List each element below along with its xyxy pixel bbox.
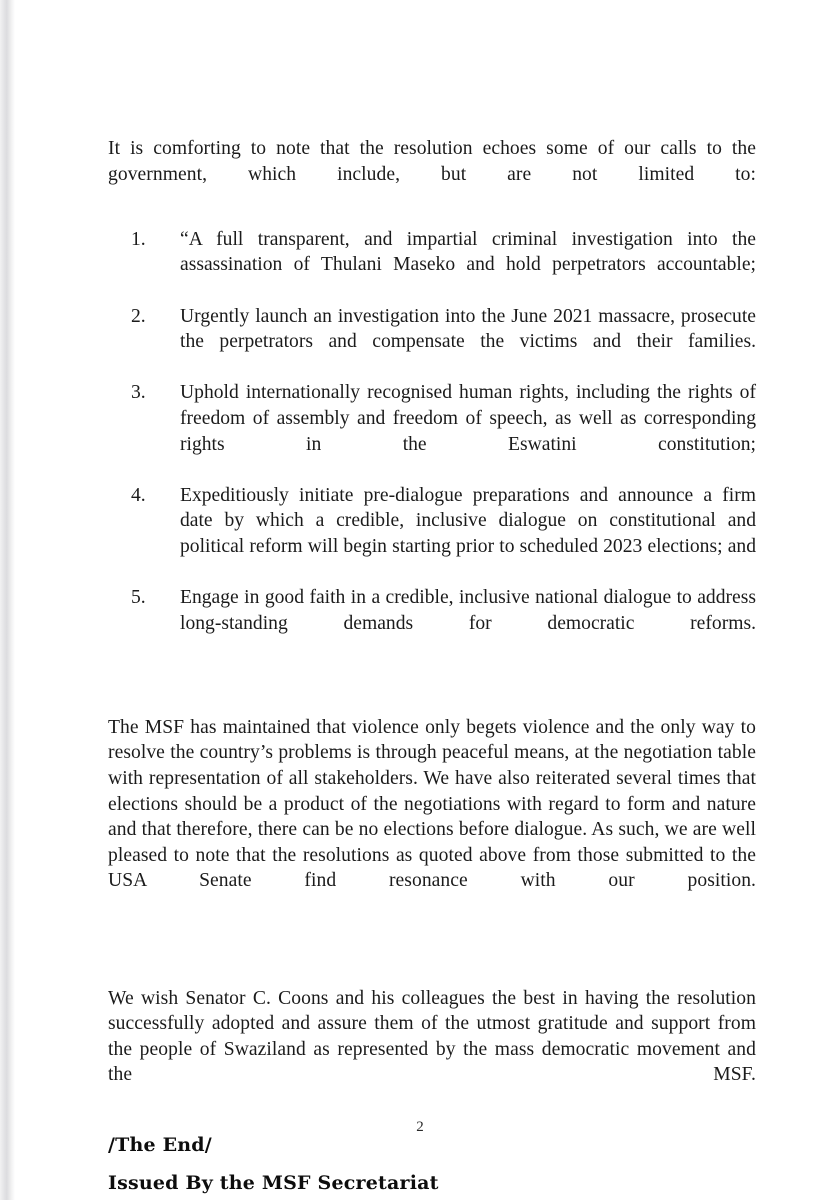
page-edge-shadow [0, 0, 15, 1200]
msf-position-paragraph: The MSF has maintained that violence only begets violence and the only way to resolve the country’s problems is through peaceful means, at the negotiation table with representation of all stakeholders. We have also reiterated several times that elections should be a product of the negotiations with regard to form and nature and that therefore, there can be no elections before dialogue. As such, we are well pleased to note that the resolutions as quoted above from those submitted to the USA Senate find resonance with our position. [108, 716, 756, 892]
list-item: Urgently launch an investigation into the June 2021 massacre, prosecute the perpetrators and compensate the victims and their families. [180, 305, 756, 353]
issued-by-line: Issued By the MSF Secretariat [108, 1171, 439, 1194]
spacer-before-list [108, 213, 756, 227]
end-marker: /The End/ [108, 1133, 212, 1156]
list-item: Uphold internationally recognised human rights, including the rights of freedom of assembly and freedom of speech, as well as corresponding rights in the Eswatini constitution; [180, 382, 756, 455]
list-item: Expeditiously initiate pre-dialogue preparations and announce a firm date by which a credible, inclusive dialogue on constitutional and political reform will begin starting prior to scheduled 2023 elections; and [180, 484, 756, 557]
page-number-footer: 2 [416, 1119, 424, 1135]
document-text-column [108, 136, 756, 1196]
intro-paragraph: It is comforting to note that the resolution echoes some of our calls to the government, which include, but are not limited to: [108, 138, 756, 185]
list-item: “A full transparent, and impartial criminal investigation into the assassination of Thulani Maseko and hold perpetrators accountable; [180, 228, 756, 276]
closing-wishes-paragraph: We wish Senator C. Coons and his colleagues the best in having the resolution successfully adopted and assure them of the utmost gratitude and support from the people of Swaziland as represented by the mass democratic movement and the MSF. [108, 987, 756, 1086]
calls-to-government-list [108, 227, 756, 662]
list-item: Engage in good faith in a credible, inclusive national dialogue to address long-standing demands for democratic reforms. [180, 587, 756, 634]
spacer-before-issued-by [108, 1158, 756, 1170]
spacer-before-closing-paragraph [108, 920, 756, 986]
spacer-after-list [108, 662, 756, 715]
